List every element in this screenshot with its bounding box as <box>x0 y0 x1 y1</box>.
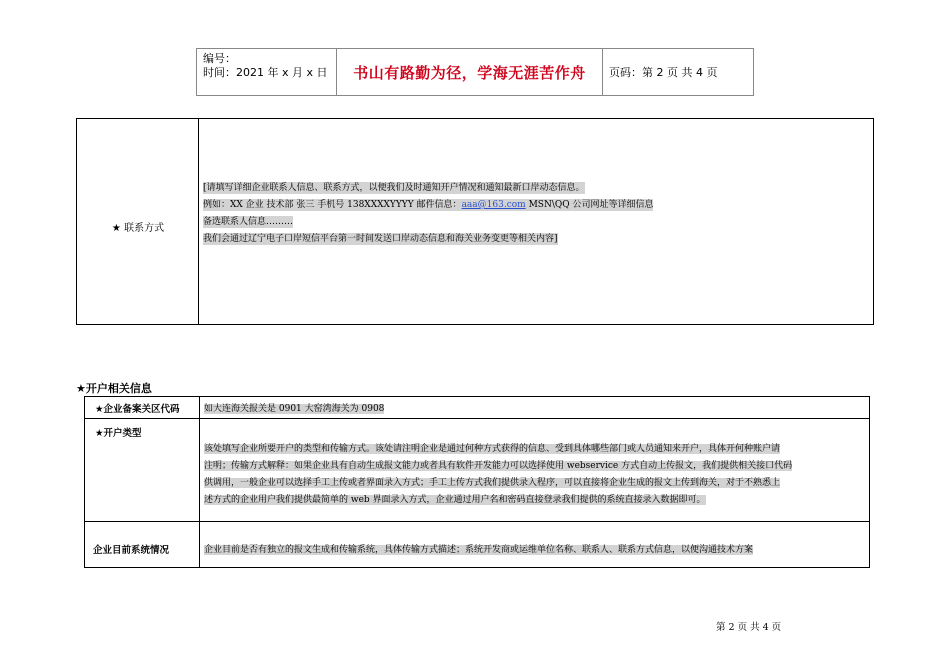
row-divider-1 <box>85 418 869 419</box>
account-type-line-1: 该处填写企业所要开户的类型和传输方式。该处请注明企业是通过何种方式获得的信息、受到具体哪些部门或人员通知来开户，具体开何种账户请 <box>204 444 781 454</box>
account-type-line-3: 供调用，一般企业可以选择手工上传或者界面录入方式；手工上传方式我们提供录入程序，可以直接将企业生成的报文上传到海关，对于不熟悉上 <box>204 478 781 488</box>
contact-instructions <box>203 180 653 248</box>
contact-line-2-suffix: MSN\QQ 公司网址等详细信息 <box>525 200 654 210</box>
account-table <box>84 396 870 568</box>
page-footer: 第 2 页 共 4 页 <box>716 622 782 633</box>
section-title: ★开户相关信息 <box>76 382 152 395</box>
header-page-cell <box>603 49 753 95</box>
email-link[interactable]: aaa@163.com <box>461 200 526 210</box>
number-label: 编号： <box>203 52 236 65</box>
contact-line-2-prefix: 例如：XX 企业 技术部 张三 手机号 138XXXXYYYY 邮件信息： <box>203 200 462 210</box>
contact-label: ★ 联系方式 <box>111 223 165 234</box>
customs-code-value: 如大连海关报关是 0901 大窑湾海关为 0908 <box>204 404 385 414</box>
system-status-label: 企业目前系统情况 <box>93 545 170 556</box>
page-info: 页码：第 2 页 共 4 页 <box>609 66 718 79</box>
contact-line-1: [请填写详细企业联系人信息、联系方式，以便我们及时通知开户情况和通知最新口岸动态信息。 <box>203 183 585 193</box>
customs-code-label: ★企业备案关区代码 <box>95 404 180 415</box>
account-type-line-2: 注明；传输方式解释：如果企业具有自动生成报文能力或者具有软件开发能力可以选择使用 webservice 方式自动上传报文，我们提供相关接口代码 <box>204 461 793 471</box>
account-type-desc <box>204 441 866 509</box>
contact-line-3: 备选联系人信息……… <box>203 217 294 227</box>
account-type-line-4: 述方式的企业用户我们提供最简单的 web 界面录入方式，企业通过用户名和密码直接登录我们提供的系统直接录入数据即可。 <box>204 495 706 505</box>
contact-label-cell <box>77 119 199 324</box>
header-meta-cell <box>197 49 337 95</box>
account-type-label: ★开户类型 <box>95 428 142 439</box>
system-status-value: 企业目前是否有独立的报文生成和传输系统，具体传输方式描述；系统开发商或运维单位名称、联系人、联系方式信息，以便沟通技术方案 <box>204 545 754 555</box>
column-divider <box>199 397 200 567</box>
contact-line-4: 我们会通过辽宁电子口岸短信平台第一时间发送口岸动态信息和海关业务变更等相关内容] <box>203 234 558 244</box>
page-header <box>196 48 754 96</box>
motto-text: 书山有路勤为径，学海无涯苦作舟 <box>353 63 586 82</box>
time-label: 时间：2021 年 x 月 x 日 <box>203 66 328 79</box>
row-divider-2 <box>85 521 869 522</box>
header-motto-cell <box>337 49 603 95</box>
